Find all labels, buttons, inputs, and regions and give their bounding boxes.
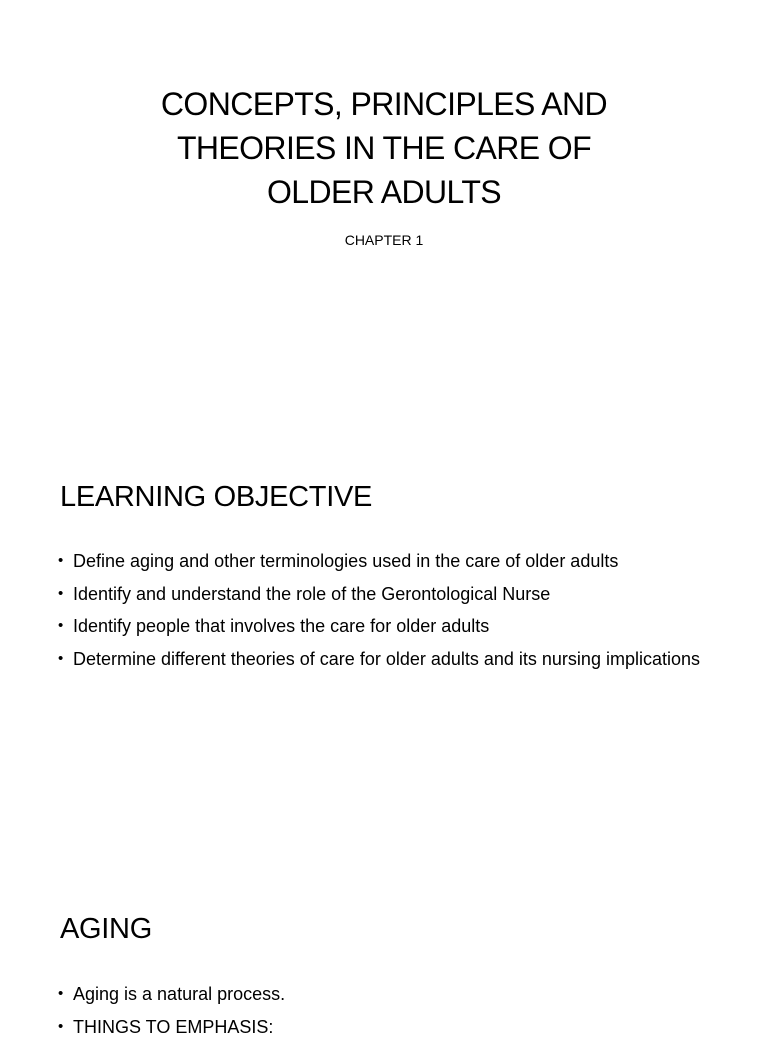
slide-title <box>84 82 684 214</box>
list-item <box>58 549 738 574</box>
list-item-text: THINGS TO EMPHASIS: <box>73 1016 274 1037</box>
list-item-text: Identify people that involves the care for older adults <box>73 616 490 636</box>
aging-slide <box>0 864 768 1037</box>
list-item <box>58 614 738 639</box>
list-item-text: Determine different theories of care for older adults and its nursing implications <box>73 648 700 669</box>
bullet-icon: • <box>58 649 64 667</box>
learning-objective-slide <box>0 432 768 864</box>
list-item <box>58 647 738 672</box>
title-slide <box>0 0 768 432</box>
slide-subtitle: CHAPTER 1 <box>344 232 424 248</box>
slide-heading: LEARNING OBJECTIVE <box>60 481 373 513</box>
objective-list <box>58 549 738 679</box>
bullet-icon: • <box>58 985 64 1002</box>
slide-heading: AGING <box>60 913 152 945</box>
list-item-text: Identify and understand the role of the Gerontological Nurse <box>73 583 551 604</box>
title-line: OLDER ADULTS <box>266 174 502 210</box>
list-item <box>58 1015 738 1040</box>
aging-list <box>58 982 738 1047</box>
bullet-icon: • <box>58 552 64 569</box>
bullet-icon: • <box>58 584 64 602</box>
list-item-text: Define aging and other terminologies used in the care of older adults <box>73 551 619 571</box>
list-item <box>58 582 738 607</box>
title-line: THEORIES IN THE CARE OF <box>176 130 592 166</box>
title-line: CONCEPTS, PRINCIPLES AND <box>160 86 608 122</box>
list-item <box>58 982 738 1007</box>
list-item-text: Aging is a natural process. <box>73 984 286 1004</box>
bullet-icon: • <box>58 617 64 634</box>
bullet-icon: • <box>58 1017 64 1035</box>
